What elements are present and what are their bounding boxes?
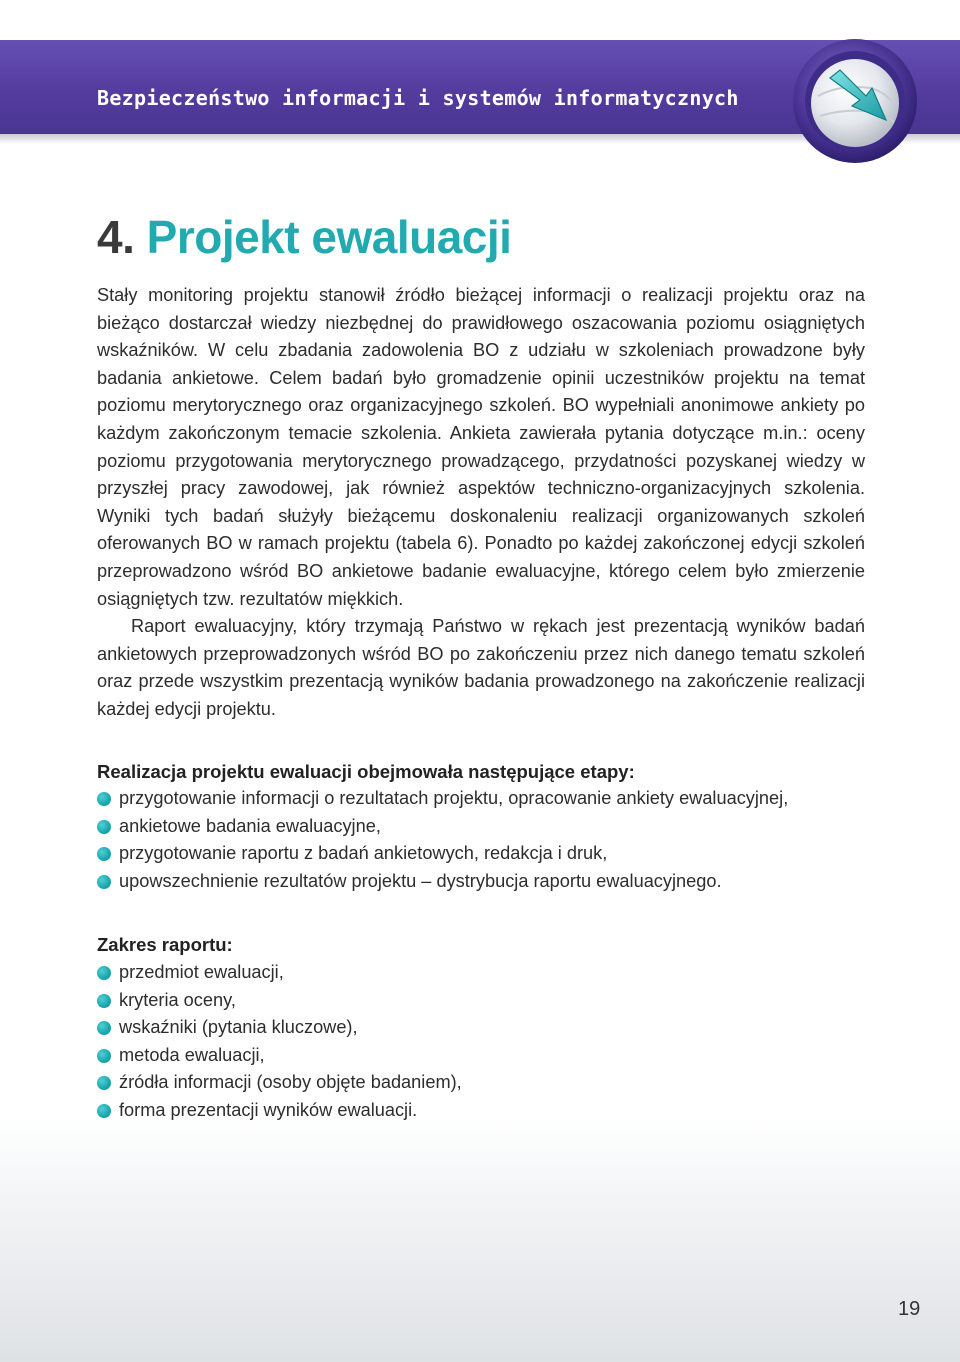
header-title: Bezpieczeństwo informacji i systemów informatycznych [97, 86, 739, 110]
globe-arrow-icon [790, 36, 920, 166]
list-item [97, 813, 865, 841]
list-item-text: przygotowanie raportu z badań ankietowych, redakcja i druk, [119, 843, 608, 864]
list-item [97, 1014, 865, 1042]
bullet-dot-icon [97, 792, 111, 806]
section-number: 4. [97, 211, 135, 263]
list-item [97, 987, 865, 1015]
list-item-text: upowszechnienie rezultatów projektu – dystrybucja raportu ewaluacyjnego. [119, 870, 722, 891]
stages-list [97, 785, 865, 895]
main-content [97, 282, 865, 1125]
list-item [97, 868, 865, 896]
paragraph-monitoring: Stały monitoring projektu stanowił źródło bieżącej informacji o realizacji projektu oraz na bieżąco dostarczał wiedzy niezbędnej do prawidłowego oszacowania poziomu osiągniętych wskaźników. W celu zbadania zadowolenia BO z udziału w szkoleniach prowadzone były badania ankietowe. Celem badań było gromadzenie opinii uczestników projektu na temat poziomu merytorycznego oraz organizacyjnego szkoleń. BO wypełniali anonimowe ankiety po każdym zakończonym temacie szkolenia. Ankieta zawierała pytania dotyczące m.in.: oceny poziomu przygotowania merytorycznego prowadzącego, przydatności pozyskanej wiedzy w przyszłej pracy zawodowej, jak również aspektów techniczno-organizacyjnych szkolenia. Wyniki tych badań służyły bieżącemu doskonaleniu realizacji organizowanych szkoleń oferowanych BO w ramach projektu (tabela 6). Ponadto po każdej zakończonej edycji szkoleń przeprowadzono wśród BO ankietowe badanie ewaluacyjne, którego celem było zmierzenie osiągniętych tzw. rezultatów miękkich. [97, 285, 865, 609]
list-item-text: ankietowe badania ewaluacyjne, [119, 815, 381, 836]
section-title-text: Projekt ewaluacji [146, 211, 512, 263]
list-item-text: źródła informacji (osoby objęte badaniem), [119, 1072, 462, 1093]
list-item-text: metoda ewaluacji, [119, 1044, 265, 1065]
list-item [97, 785, 865, 813]
list-item-text: forma prezentacji wyników ewaluacji. [119, 1100, 418, 1121]
list-item [97, 959, 865, 987]
list-item [97, 840, 865, 868]
bullet-dot-icon [97, 966, 111, 980]
section-title [97, 210, 511, 264]
bullet-dot-icon [97, 875, 111, 889]
scope-list [97, 959, 865, 1125]
list-item-text: przygotowanie informacji o rezultatach projektu, opracowanie ankiety ewaluacyjnej, [119, 788, 789, 809]
page-number: 19 [898, 1298, 921, 1320]
list-item-text: przedmiot ewaluacji, [119, 962, 284, 983]
bullet-dot-icon [97, 847, 111, 861]
list-item-text: kryteria oceny, [119, 989, 236, 1010]
bullet-dot-icon [97, 1104, 111, 1118]
bullet-dot-icon [97, 820, 111, 834]
scope-heading: Zakres raportu: [97, 934, 233, 956]
list-item [97, 1042, 865, 1070]
bullet-dot-icon [97, 994, 111, 1008]
list-item [97, 1069, 865, 1097]
bullet-dot-icon [97, 1049, 111, 1063]
list-item [97, 1097, 865, 1125]
stages-heading: Realizacja projektu ewaluacji obejmowała następujące etapy: [97, 760, 635, 782]
list-item-text: wskaźniki (pytania kluczowe), [119, 1017, 358, 1038]
paragraph-report: Raport ewaluacyjny, który trzymają Państwo w rękach jest prezentacją wyników badań ankietowych przeprowadzonych wśród BO po zakończeniu przez nich danego tematu szkoleń oraz przede wszystkim prezentacją wyników badania prowadzonego na zakończenie realizacji każdej edycji projektu. [97, 616, 865, 719]
bullet-dot-icon [97, 1021, 111, 1035]
bullet-dot-icon [97, 1076, 111, 1090]
